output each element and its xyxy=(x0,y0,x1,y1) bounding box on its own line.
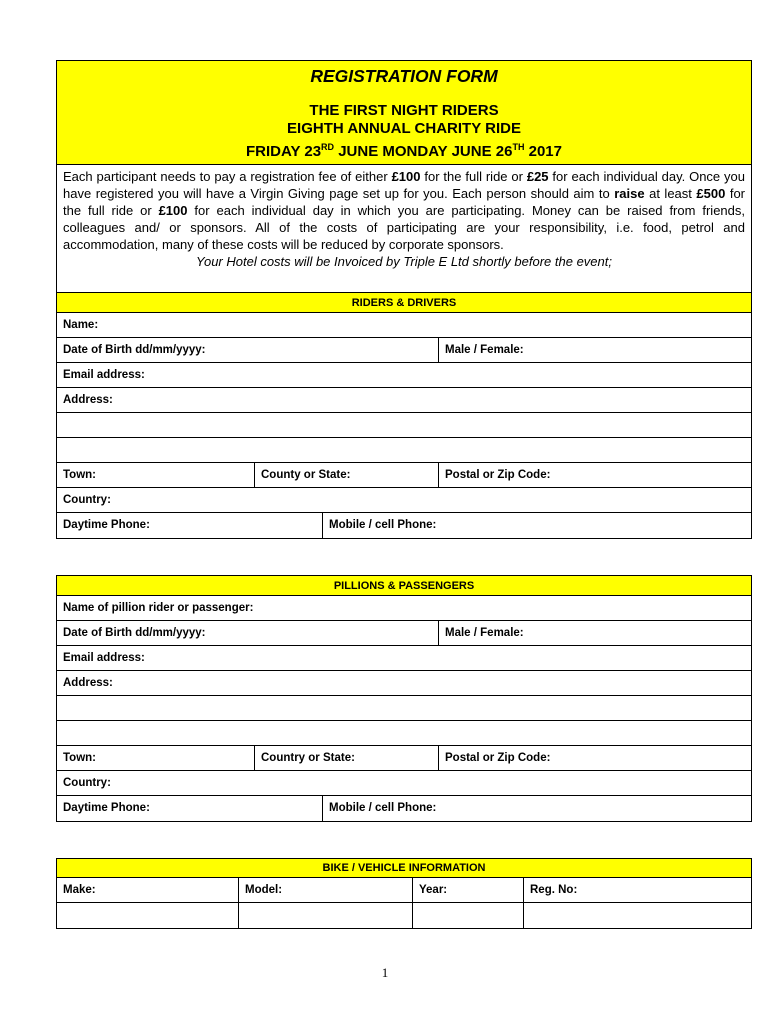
name-label: Name: xyxy=(63,319,99,331)
pillion-address-row[interactable] xyxy=(57,671,751,696)
riders-section-title: RIDERS & DRIVERS xyxy=(57,293,751,313)
form-header xyxy=(56,60,752,292)
address-line-3[interactable] xyxy=(57,438,751,463)
pillion-day-phone-label: Daytime Phone: xyxy=(63,802,150,814)
make-label: Make: xyxy=(63,884,96,896)
pillion-town-row[interactable] xyxy=(57,746,751,771)
pillion-country-row[interactable] xyxy=(57,771,751,796)
dob-label: Date of Birth dd/mm/yyyy: xyxy=(63,344,206,356)
riders-section xyxy=(56,292,752,539)
pillion-email-label: Email address: xyxy=(63,652,145,664)
pillion-county-label: Country or State: xyxy=(254,746,438,770)
reg-label: Reg. No: xyxy=(523,878,751,902)
pillion-town-label: Town: xyxy=(63,752,96,764)
model-field[interactable] xyxy=(238,903,412,928)
make-field[interactable] xyxy=(57,903,238,928)
reg-field[interactable] xyxy=(523,903,751,928)
mobile-label: Mobile / cell Phone: xyxy=(322,513,751,538)
pillion-mobile-label: Mobile / cell Phone: xyxy=(322,796,751,821)
page-number: 1 xyxy=(381,965,389,980)
event-name: EIGHTH ANNUAL CHARITY RIDE xyxy=(287,120,521,137)
title-block xyxy=(57,61,751,165)
dob-row[interactable] xyxy=(57,338,751,363)
address-line-2[interactable] xyxy=(57,413,751,438)
hotel-note: Your Hotel costs will be Invoiced by Triple E Ltd shortly before the event; xyxy=(196,254,612,269)
club-name: THE FIRST NIGHT RIDERS xyxy=(309,102,499,119)
phone-row[interactable] xyxy=(57,513,751,538)
pillion-name-label: Name of pillion rider or passenger: xyxy=(63,602,254,614)
address-row[interactable] xyxy=(57,388,751,413)
bike-entry-row[interactable] xyxy=(57,903,751,928)
pillions-section xyxy=(56,575,752,822)
pillion-address-label: Address: xyxy=(63,677,113,689)
pillion-address-line-3[interactable] xyxy=(57,721,751,746)
event-dates: FRIDAY 23RD JUNE MONDAY JUNE 26TH 2017 xyxy=(246,142,562,160)
pillion-gender-label: Male / Female: xyxy=(438,621,751,645)
pillion-postcode-label: Postal or Zip Code: xyxy=(438,746,751,770)
pillion-dob-row[interactable] xyxy=(57,621,751,646)
email-label: Email address: xyxy=(63,369,145,381)
town-row[interactable] xyxy=(57,463,751,488)
bike-header-row xyxy=(57,878,751,903)
year-field[interactable] xyxy=(412,903,523,928)
email-row[interactable] xyxy=(57,363,751,388)
county-label: County or State: xyxy=(254,463,438,487)
country-label: Country: xyxy=(63,494,111,506)
form-title: REGISTRATION FORM xyxy=(310,66,498,86)
bike-section-title: BIKE / VEHICLE INFORMATION xyxy=(57,859,751,878)
bike-section xyxy=(56,858,752,929)
day-phone-label: Daytime Phone: xyxy=(63,519,150,531)
pillion-dob-label: Date of Birth dd/mm/yyyy: xyxy=(63,627,206,639)
pillion-address-line-2[interactable] xyxy=(57,696,751,721)
country-row[interactable] xyxy=(57,488,751,513)
address-label: Address: xyxy=(63,394,113,406)
name-row[interactable] xyxy=(57,313,751,338)
town-label: Town: xyxy=(63,469,96,481)
pillion-email-row[interactable] xyxy=(57,646,751,671)
intro-text: Each participant needs to pay a registration fee of either £100 for the full ride or £25 for each individual day. Once you have registered you will have a Virgin Giving page set up for you. Each person should aim to raise at least £500 for the full ride or £100 for each individual day in which you are participating. Money can be raised from friends, colleagues and/ or sponsors. All of the costs of participating are your responsibility, i.e. food, petrol and accommodation, many of these costs will be reduced by corporate sponsors. Your Hotel costs will be Invoiced by Triple E Ltd shortly before the event; xyxy=(57,165,751,293)
year-label: Year: xyxy=(412,878,523,902)
pillion-name-row[interactable] xyxy=(57,596,751,621)
gender-label: Male / Female: xyxy=(438,338,751,362)
model-label: Model: xyxy=(238,878,412,902)
pillions-section-title: PILLIONS & PASSENGERS xyxy=(57,576,751,596)
pillion-phone-row[interactable] xyxy=(57,796,751,821)
pillion-country-label: Country: xyxy=(63,777,111,789)
postcode-label: Postal or Zip Code: xyxy=(438,463,751,487)
